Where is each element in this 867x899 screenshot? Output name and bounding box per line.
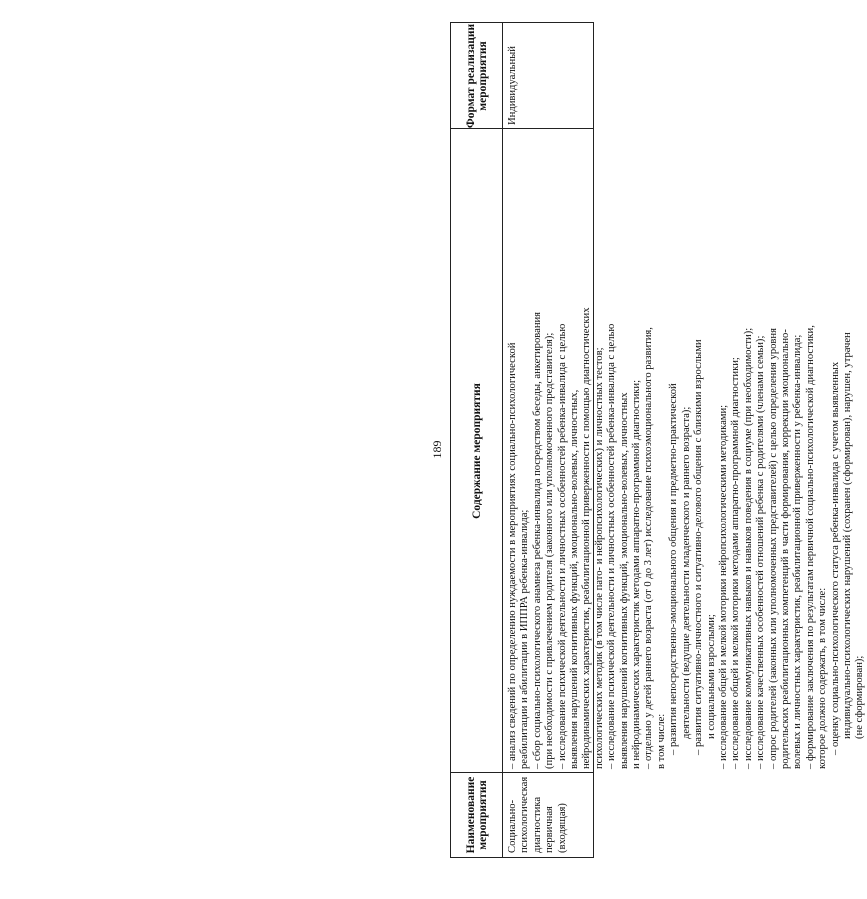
content-line: – исследование коммуникативных навыков и навыков поведения в социуме (при необходимости); bbox=[742, 327, 754, 769]
activity-name-line: (входящая) bbox=[556, 803, 568, 853]
header-name-line: мероприятия bbox=[476, 780, 489, 850]
activity-name-line: диагностика bbox=[531, 796, 543, 853]
content-line: – развития непосредственно-эмоционального общения и предметно-практической bbox=[668, 383, 680, 755]
header-name-line: Наименование bbox=[464, 776, 477, 854]
column-divider bbox=[451, 772, 593, 773]
content-line: психологических методик (в том числе пато- и нейропсихологических) и личностных тестов; bbox=[593, 347, 605, 769]
page-number: 189 bbox=[430, 440, 444, 459]
content-line: в том числе: bbox=[655, 713, 667, 769]
content-line: – развития ситуативно-личностного и ситуативно-делового общения с близкими взрослыми bbox=[693, 339, 705, 755]
content-line: (при необходимости с привлечением родителя (законного или уполномоченного представителя); bbox=[544, 332, 556, 769]
content-line: которое должно содержать, в том числе: bbox=[817, 587, 829, 769]
content-line: нейродинамических характеристик, реабилитационной приверженности с помощью диагностических bbox=[581, 307, 593, 769]
content-line: – оценку социально-психологического статуса ребенка-инвалида с учетом выявленных bbox=[829, 361, 841, 755]
header-format-line: мероприятия bbox=[476, 41, 489, 111]
content-line: – исследование качественных особенностей отношений ребенка с родителями (членами семьи); bbox=[755, 335, 767, 769]
content-line: индивидуально-психологических нарушений (сохранен (сформирован), нарушен, утрачен bbox=[841, 332, 853, 739]
content-line: родительских реабилитационных компетенций в части формирования, коррекции эмоционально- bbox=[779, 329, 791, 769]
header-format bbox=[451, 23, 503, 129]
cell-activity-content bbox=[507, 133, 867, 769]
activities-table bbox=[450, 22, 866, 858]
cell-activity-format: Индивидуальный bbox=[507, 46, 518, 125]
content-line: – исследование общей и мелкой моторики методами аппаратно-программной диагностики; bbox=[730, 357, 742, 769]
header-format-line: Формат реализации bbox=[464, 23, 477, 129]
content-line: выявления нарушений когнитивных функций, эмоционально-волевых, личностных, bbox=[569, 389, 581, 769]
content-line: деятельности (ведущие деятельности младенческого и раннего возраста); bbox=[680, 406, 692, 739]
content-line: – сбор социально-психологического анамнеза ребенка-инвалида посредством беседы, анкетирования bbox=[531, 311, 543, 769]
content-line: – исследование психической деятельности и личностных особенностей ребенка-инвалида с целью bbox=[606, 323, 618, 769]
content-line: – формирование заключения по результатам первичной социально-психологической диагностики, bbox=[804, 325, 816, 769]
content-line: – исследование психической деятельности и личностных особенностей ребенка-инвалида с целью bbox=[556, 323, 568, 769]
content-line: (не сформирован); bbox=[854, 655, 866, 739]
content-line: – опрос родителей (законных или уполномоченных представителей) с целью определения уровня bbox=[767, 328, 779, 769]
content-line: волевых и личностных характеристик, реабилитационной приверженности у ребенка-инвалида; bbox=[792, 334, 804, 769]
content-line: и нейродинамических характеристик методами аппаратно-программной диагностики; bbox=[631, 379, 643, 769]
activity-name-line: первичная bbox=[544, 806, 556, 853]
content-line: и социальными взрослыми; bbox=[705, 614, 717, 739]
header-content: Содержание мероприятия bbox=[451, 129, 503, 773]
content-line: – исследование общей и мелкой моторики нейропсихологическими методиками; bbox=[717, 404, 729, 769]
activity-name-line: психологическая bbox=[519, 776, 531, 853]
column-divider bbox=[451, 128, 593, 129]
content-line: выявления нарушений когнитивных функций, эмоционально-волевых, личностных bbox=[618, 392, 630, 769]
header-name bbox=[451, 773, 503, 857]
activity-name-line: Социально- bbox=[507, 799, 518, 853]
content-line: реабилитации и абилитации в ИППРА ребенка-инвалида; bbox=[519, 509, 531, 769]
content-line: – отдельно у детей раннего возраста (от 0 до 3 лет) исследование психоэмоционального развития, bbox=[643, 327, 655, 769]
cell-activity-name bbox=[507, 777, 569, 853]
content-line: – анализ сведений по определению нуждаемости в мероприятиях социально-психологической bbox=[507, 342, 518, 769]
